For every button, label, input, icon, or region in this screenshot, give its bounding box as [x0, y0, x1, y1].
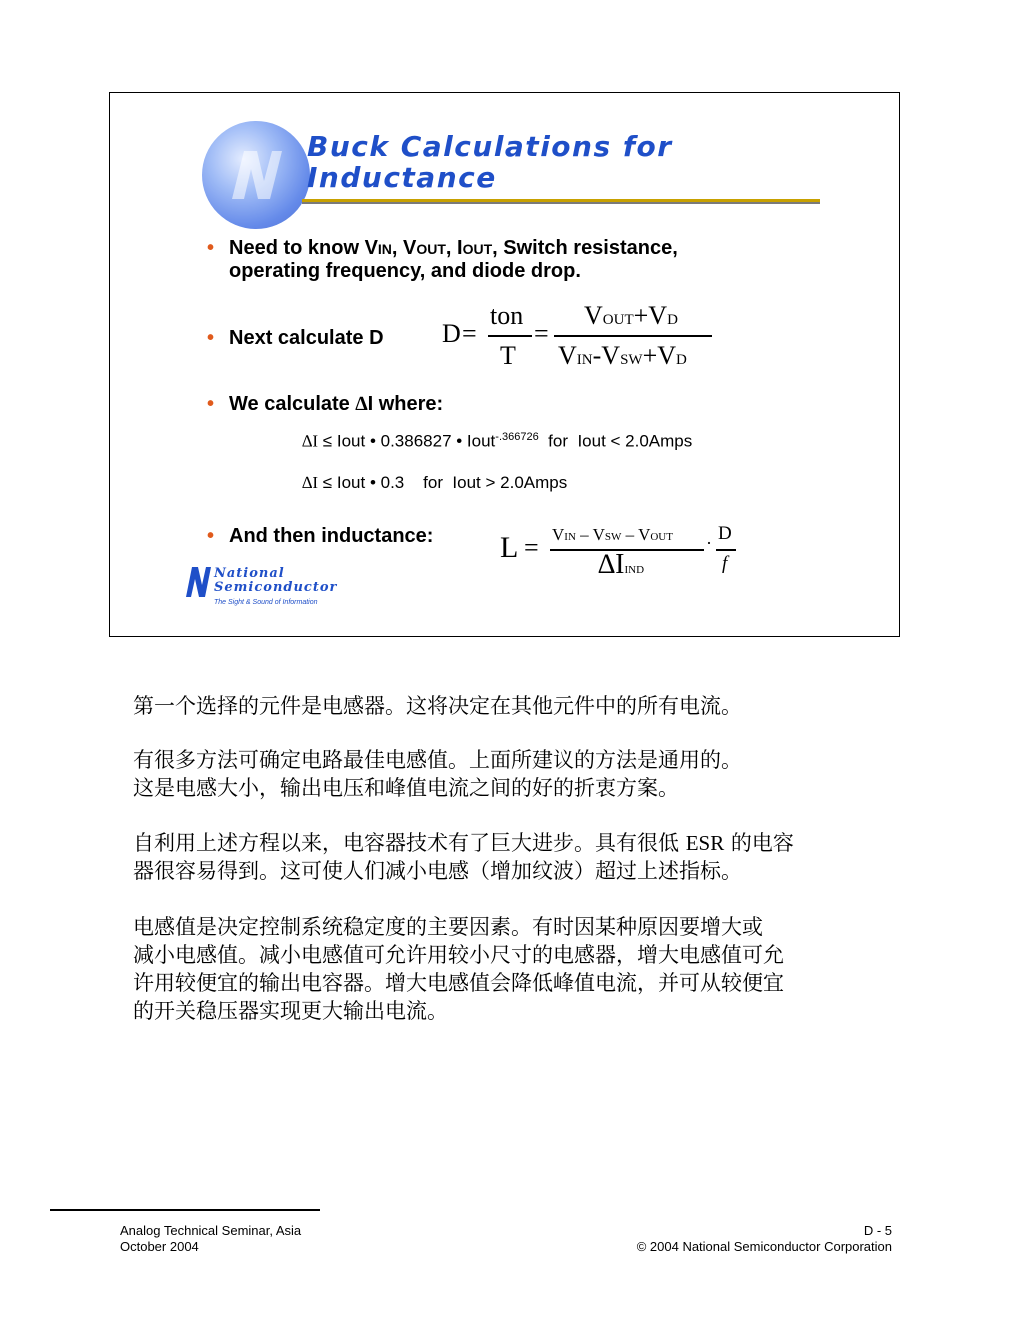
logo-tagline: The Sight & Sound of Information [214, 599, 318, 606]
logo-wordmark: National Semiconductor [214, 566, 338, 595]
paragraph-3: 自利用上述方程以来，电容器技术有了巨大进步。具有很低 ESR 的电容 器很容易得到。这可使人们减小电感（增加纹波）超过上述指标。 [133, 831, 794, 883]
paragraph-1: 第一个选择的元件是电感器。这将决定在其他元件中的所有电流。 [133, 694, 742, 718]
bullet-need-to-know-line2: operating frequency, and diode drop. [229, 260, 581, 282]
footer-left: Analog Technical Seminar, Asia October 2004 [120, 1223, 302, 1254]
paragraph-4: 电感值是决定控制系统稳定度的主要因素。有时因某种原因要增大或 减小电感值。减小电感值可允许用较小尺寸的电感器，增大电感值可允 许用较便宜的输出电容器。增大电感值会降低峰值电流，并可从较便宜 的开关稳压器实现更大输出电流。 [133, 915, 784, 1023]
title-line-1: Buck Calculations for [307, 130, 673, 163]
d-denominator: VIN-VSW+VD [558, 341, 687, 370]
paragraph-2: 有很多方法可确定电路最佳电感值。上面所建议的方法是通用的。 这是电感大小，输出电压和峰值电流之间的好的折衷方案。 [133, 748, 742, 800]
bullet-marker: • [207, 237, 215, 259]
title-underline [302, 199, 820, 202]
bullet-marker: • [207, 525, 215, 547]
bullet-marker: • [207, 327, 215, 349]
l-numerator: VIN – VSW – VOUT [552, 525, 673, 544]
l-denominator: ∆IIND [598, 549, 645, 580]
copyright: © 2004 National Semiconductor Corporation [636, 1239, 892, 1254]
footer-right [637, 1223, 892, 1255]
slide-frame: Buck Calculations for Inductance • Need to know VIN, VOUT, IOUT, Switch resistance, operating frequency, and diode drop. • Next calculate D D = ton T = VOUT+VD VIN-VSW+VD • We calculate ∆I where: ∆I ≤ Iout • 0.386827 • Iout$^{-.366726}$ for Iout < 2.0Amps ∆I ≤ Iout • 0.3 for Iout > 2.0Amps • And then inductance: L = VIN – VSW – VOUT ∆IIND · D f National Semiconductor The Sight & Sound of Information [109, 92, 900, 637]
duty-cycle-equation: D = ton T = VOUT+VD VIN-VSW+VD [440, 297, 720, 377]
national-n-icon [184, 563, 212, 599]
footer-divider [50, 1209, 320, 1211]
fraction-bar [716, 549, 736, 551]
fraction-bar [488, 335, 532, 337]
fraction-bar [554, 335, 712, 337]
national-globe-logo [202, 121, 310, 229]
title-line-2: Inductance [307, 161, 497, 194]
d-numerator: VOUT+VD [584, 301, 678, 330]
inductance-equation: L = VIN – VSW – VOUT ∆IIND · D f [498, 521, 758, 585]
slide-title [307, 131, 673, 193]
page-number: D - 5 [863, 1223, 892, 1238]
bullet-marker: • [207, 393, 215, 415]
n-logo-icon [202, 121, 310, 229]
national-semiconductor-logo [184, 563, 212, 604]
